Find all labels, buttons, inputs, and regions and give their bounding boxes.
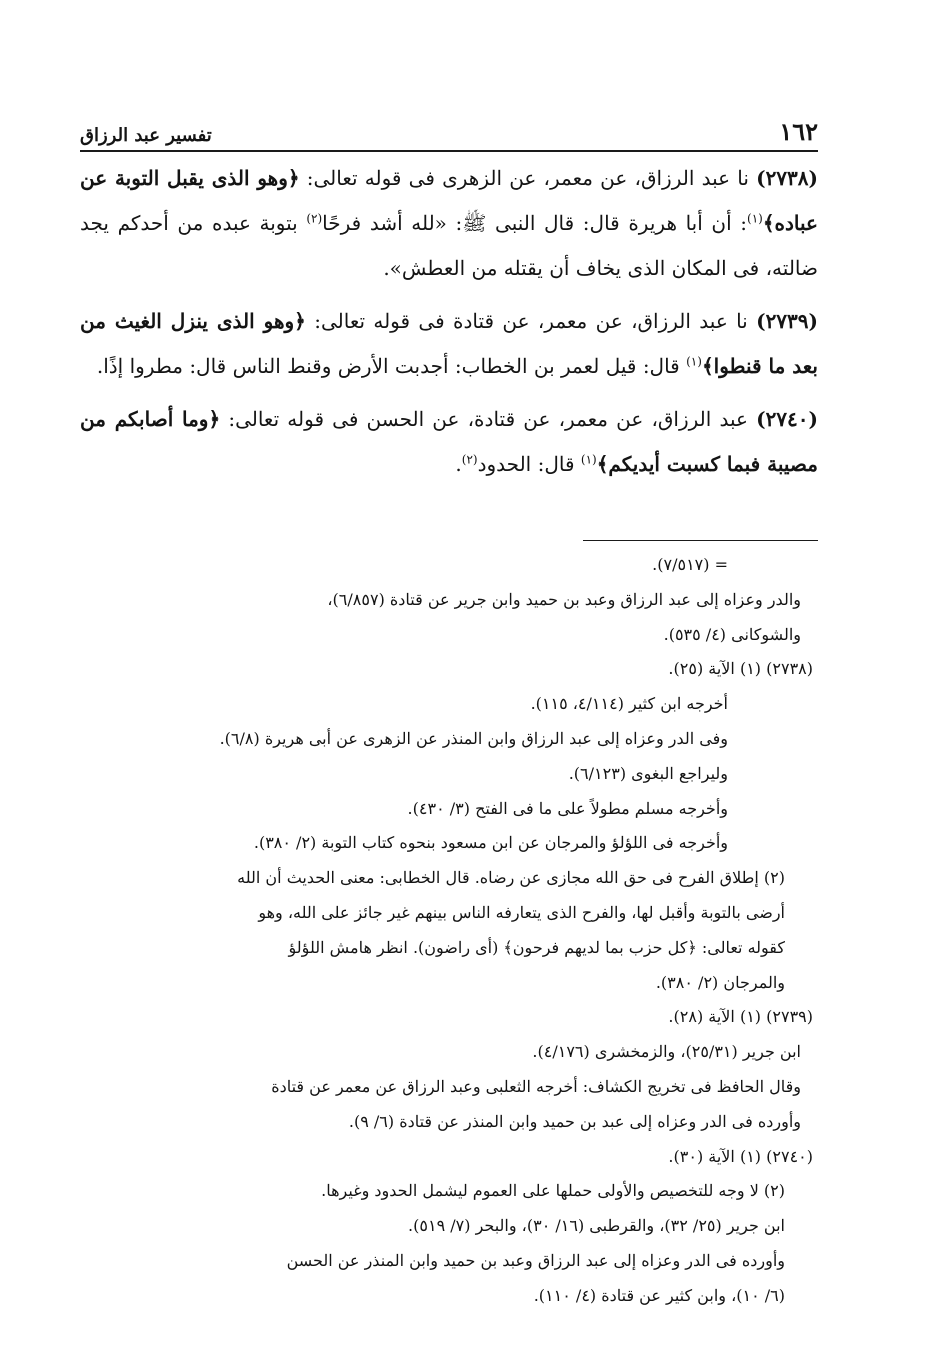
footnote-ref: (٢): [461, 452, 478, 467]
footnote-line: والشوكانى (٤/ ٥٣٥).: [663, 624, 801, 644]
hadith-entry-2738: [80, 156, 818, 291]
footnote-line: (٢٧٣٨) (١) الآية (٢٥).: [668, 659, 813, 679]
entry-intro: عبد الرزاق، عن معمر، عن قتادة، عن الحسن فى قوله تعالى:: [220, 407, 757, 431]
footnote-line: وأخرجه مسلم مطولاً على ما فى الفتح (٣/ ٤٣٠).: [407, 798, 728, 818]
footnote-line: وأخرجه فى اللؤلؤ والمرجان عن ابن مسعود بنحوه كتاب التوبة (٢/ ٣٨٠).: [253, 833, 728, 853]
entry-tail: .: [455, 452, 462, 476]
footnote-line: وفى الدر وعزاه إلى عبد الرزاق وابن المنذر عن الزهرى عن أبى هريرة (٦/٨).: [219, 728, 728, 748]
entry-number: (٢٧٤٠): [756, 407, 818, 431]
footnote-line: والدر وعزاه إلى عبد الرزاق وعبد بن حميد وابن جرير عن قتادة (٦/٨٥٧)،: [327, 589, 801, 609]
entry-body: : أن أبا هريرة قال: قال النبى ﷺ: «لله أشد فرحًا: [322, 211, 747, 235]
entry-tail: قال: قيل لعمر بن الخطاب: أجدبت الأرض وقنط الناس قال: مطروا إذًا.: [96, 354, 687, 378]
page-number: ١٦٢: [779, 117, 818, 146]
running-head: تفسير عبد الرزاق: [80, 125, 212, 146]
footnote-line: (٢) لا وجه للتخصيص والأولى حملها على العموم ليشمل الحدود وغيرها.: [321, 1181, 785, 1201]
footnote-line: = (٧/٥١٧).: [652, 555, 728, 574]
footnote-line: وليراجع البغوى (٦/١٢٣).: [568, 763, 728, 783]
footnote-line: أخرجه ابن كثير (٤/١١٤، ١١٥).: [530, 694, 728, 714]
quran-verse: ﴿وهو الذى يقبل التوبة عن عباده﴾: [80, 166, 818, 235]
footnote-divider: [583, 540, 818, 541]
footnote-ref: (١): [686, 354, 702, 369]
footnote-line: (٢٧٣٩) (١) الآية (٢٨).: [668, 1007, 813, 1027]
entry-tail: بتوبة عبده من أحدكم يجد ضالته، فى المكان الذى يخاف أن يقتله من العطش».: [80, 211, 818, 280]
footnote-line: (٢٧٤٠) (١) الآية (٣٠).: [668, 1146, 813, 1166]
footnote-ref: (١): [580, 452, 597, 467]
footnote-line: وأورده فى الدر وعزاه إلى عبد الرزاق وعبد بن حميد وابن المنذر عن الحسن: [286, 1250, 785, 1270]
footnote-line: كقوله تعالى: ﴿كل حزب بما لديهم فرحون﴾ (أى راضون). انظر هامش اللؤلؤ: [288, 937, 785, 957]
footnotes: [70, 548, 813, 1314]
footnote-line: ابن جرير (٢٥/ ٣٢)، والقرطبى (١٦/ ٣٠)، والبحر (٧/ ٥١٩).: [408, 1216, 785, 1236]
entry-number: (٢٧٣٨): [756, 166, 818, 190]
entry-number: (٢٧٣٩): [756, 309, 818, 333]
footnote-line: (٦/ ١٠)، وابن كثير عن قتادة (٤/ ١١٠).: [533, 1285, 785, 1305]
footnote-line: أرضى بالتوبة وأقبل لها، والفرح الذى يتعارفه الناس بينهم غير جائز على الله، وهو: [258, 902, 785, 922]
hadith-entry-2740: [80, 397, 818, 487]
footnote-line: وقال الحافظ فى تخريج الكشاف: أخرجه الثعلبى وعبد الرزاق عن معمر عن قتادة: [271, 1076, 801, 1096]
quran-verse: ﴿وهو الذى ينزل الغيث من بعد ما قنطوا﴾: [80, 309, 818, 378]
footnote-line: وأورده فى الدر وعزاه إلى عبد بن حميد وابن المنذر عن قتادة (٦/ ٩).: [348, 1111, 801, 1131]
footnote-ref: (١): [747, 211, 763, 226]
entry-body: قال: الحدود: [477, 452, 581, 476]
quran-verse: ﴿وما أصابكم من مصيبة فبما كسبت أيديكم﴾: [80, 407, 818, 476]
main-text: [80, 156, 818, 495]
footnote-line: والمرجان (٢/ ٣٨٠).: [655, 972, 785, 992]
footnote-line: (٢) إطلاق الفرح فى حق الله مجازى عن رضاه. قال الخطابى: معنى الحديث أن الله: [237, 868, 785, 888]
footnote-line: ابن جرير (٢٥/٣١)، والزمخشرى (٤/١٧٦).: [532, 1042, 801, 1062]
footnote-ref: (٢): [306, 211, 323, 226]
entry-intro: نا عبد الرزاق، عن معمر، عن الزهرى فى قوله تعالى:: [299, 166, 757, 190]
entry-intro: نا عبد الرزاق، عن معمر، عن قتادة فى قوله تعالى:: [305, 309, 757, 333]
hadith-entry-2739: [80, 299, 818, 389]
page-header: [80, 100, 818, 152]
